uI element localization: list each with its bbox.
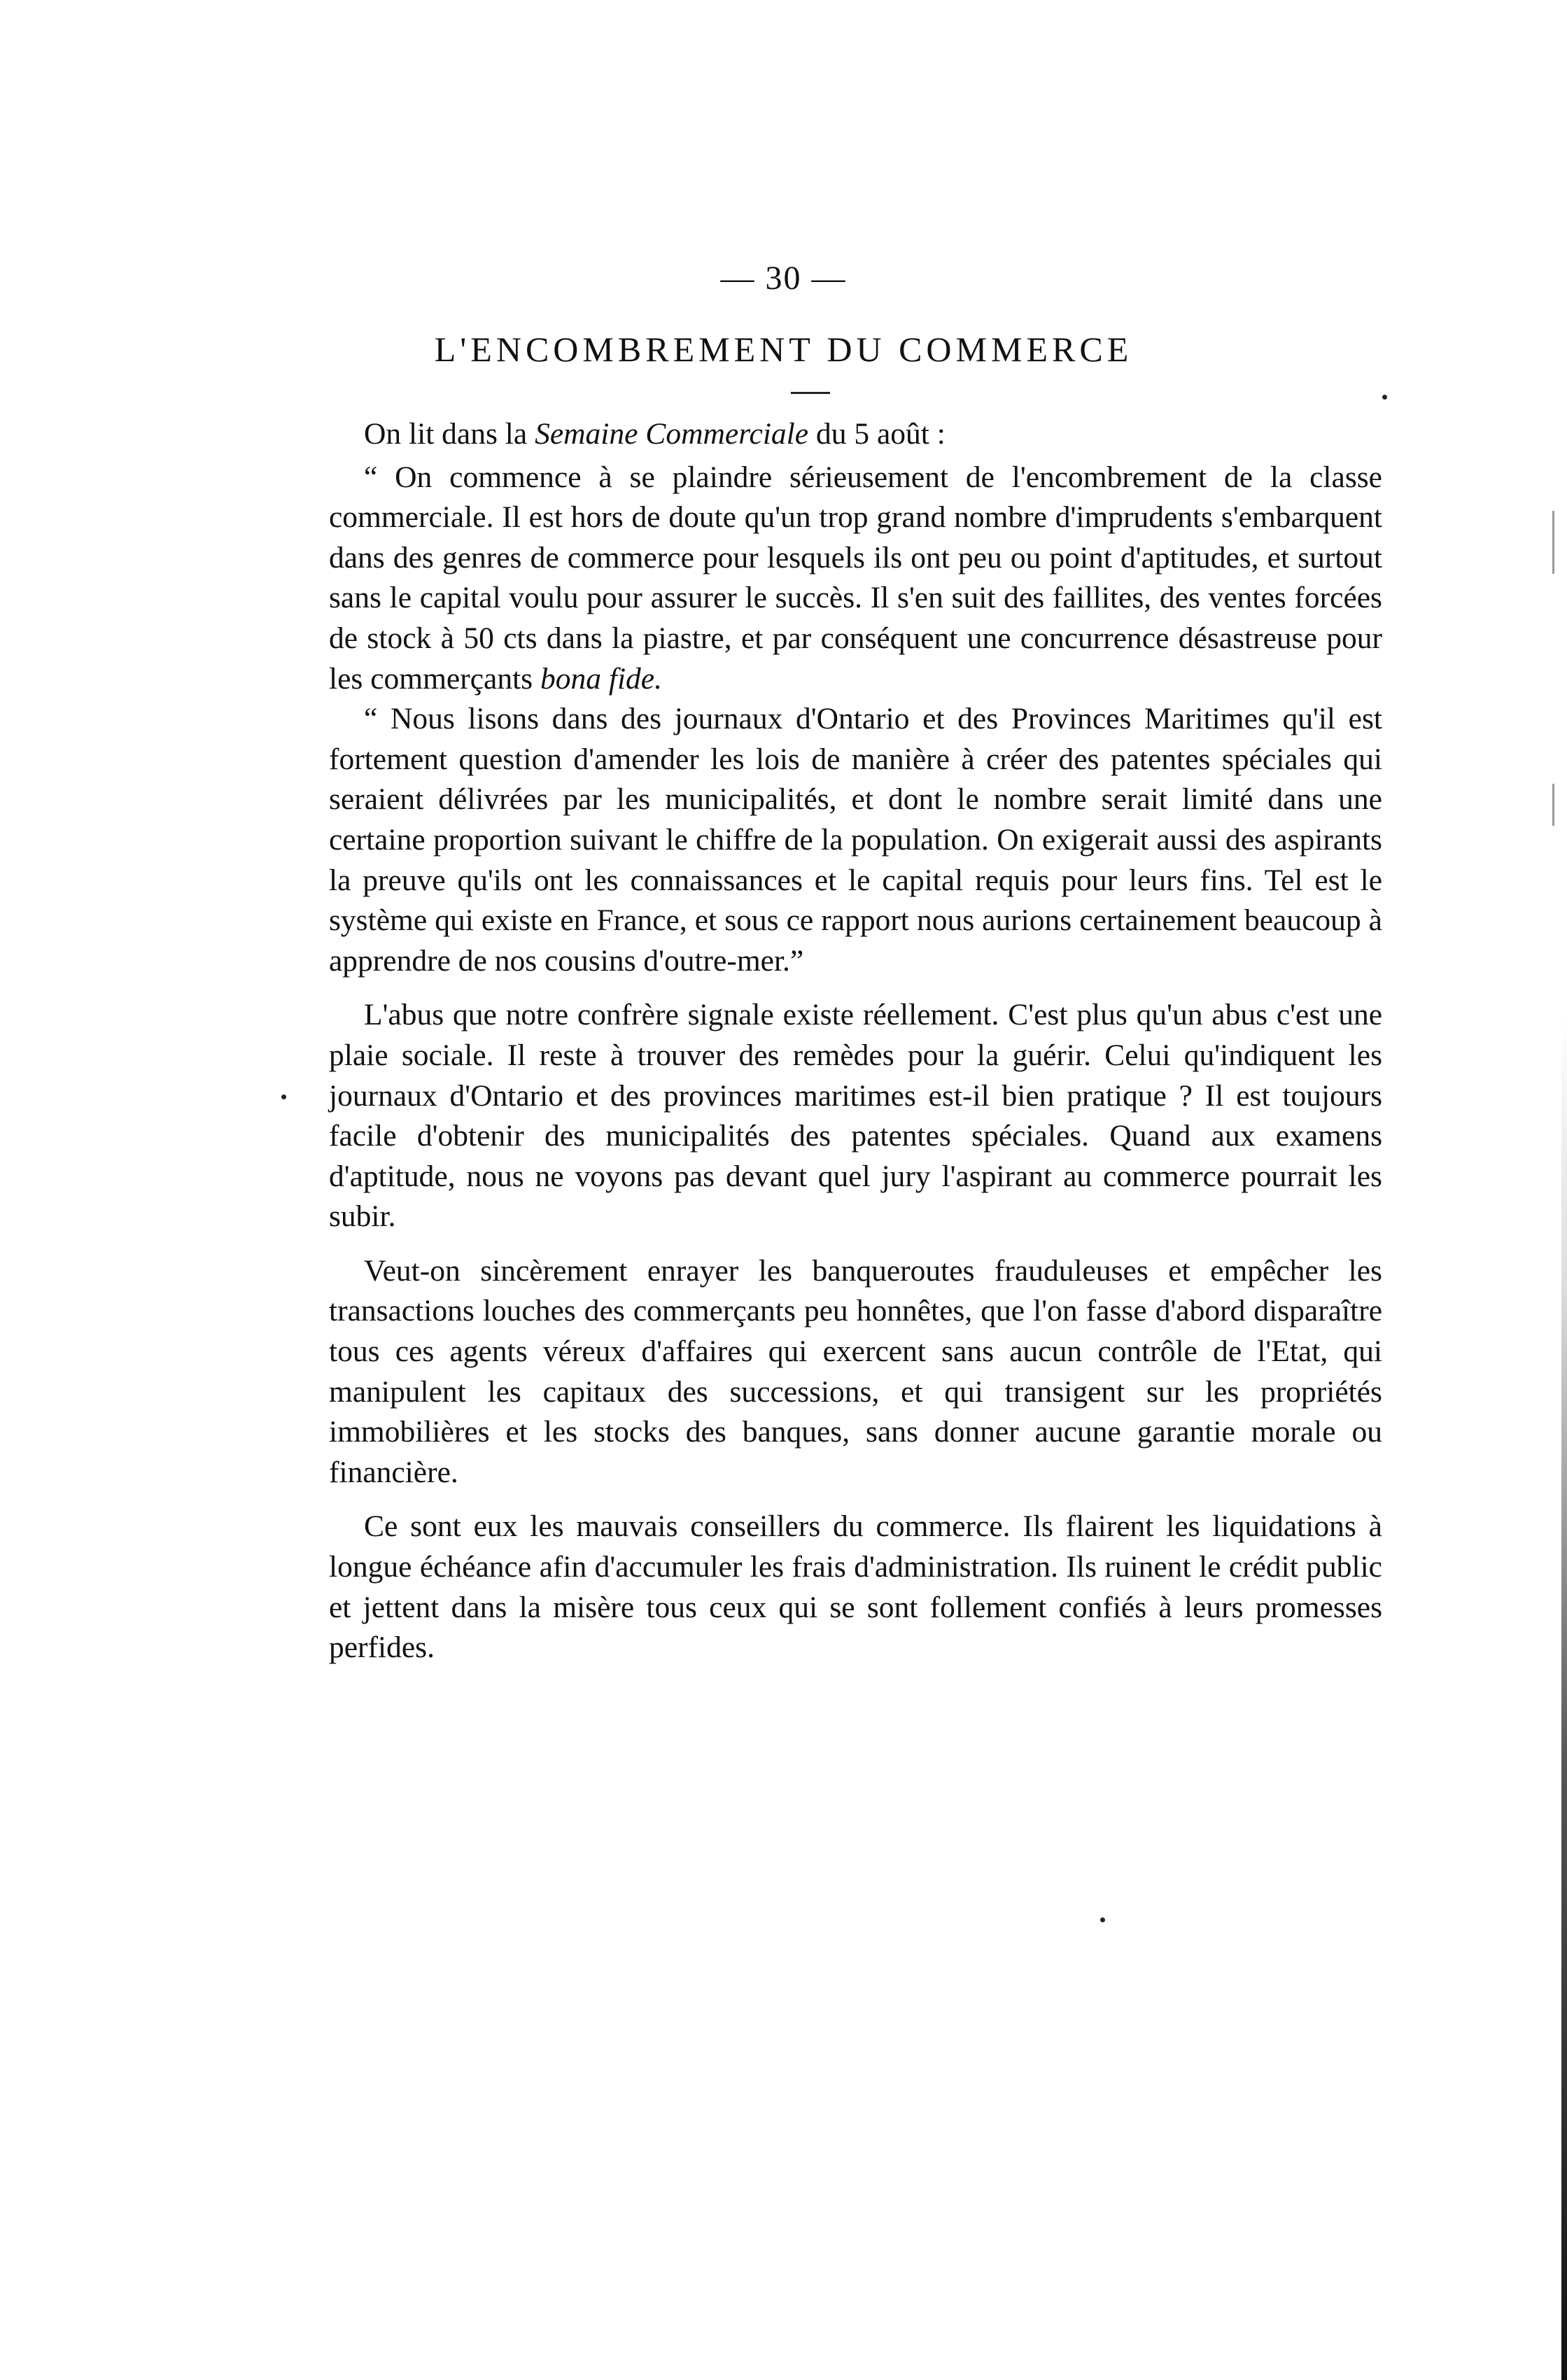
print-speck [1382, 395, 1387, 400]
print-speck [1100, 1917, 1105, 1922]
commentary-paragraph-2: Veut-on sincèrement enrayer les banqueroutes frauduleuses et empêcher les transactions louches des commerçants peu honnêtes, que l'on fasse d'abord disparaître tous ces agents véreux d'affaires qui exercent sans aucun contrôle de l'Etat, qui manipulent les capitaux des successions, et qui transigent sur les propriétés immobilières et les stocks des banques, sans donner aucune garantie morale ou financière. [329, 1253, 1382, 1489]
publication-name: Semaine Commerciale [535, 417, 809, 451]
print-speck [281, 1094, 286, 1099]
quoted-paragraph-1-italic: bona fide. [540, 661, 662, 696]
article-body [329, 414, 1382, 1668]
intro-paragraph [329, 414, 1382, 455]
page-title: L'ENCOMBREMENT DU COMMERCE [434, 330, 1133, 369]
intro-text-start: On lit dans la [364, 417, 535, 451]
scan-edge-shadow [1561, 1015, 1567, 2380]
intro-text-end: du 5 août : [808, 417, 946, 451]
title-divider [791, 392, 830, 394]
commentary-paragraph-3: Ce sont eux les mauvais conseillers du commerce. Ils flairent les liquidations à longue échéance afin d'accumuler les frais d'administration. Ils ruinent le crédit public et jettent dans la misère tous ceux qui se sont follement confiés à leurs promesses perfides. [329, 1509, 1382, 1665]
page-number: — 30 — [720, 260, 847, 297]
commentary-paragraph-1: L'abus que notre confrère signale existe réellement. C'est plus qu'un abus c'est une plaie sociale. Il reste à trouver des remèdes pour la guérir. Celui qu'indiquent les journaux d'Ontario et des provinces maritimes est-il bien pratique ? Il est toujours facile d'obtenir des municipalités des patentes spéciales. Quand aux examens d'aptitude, nous ne voyons pas devant quel jury l'aspirant au commerce pourrait les subir. [329, 998, 1382, 1234]
binding-mark [1552, 784, 1554, 826]
quoted-paragraph-1-text: “ On commence à se plaindre sérieusement de l'encombrement de la classe commerciale. Il est hors de doute qu'un trop grand nombre d'imprudents s'embarquent dans des genres de commerce pour lesquels ils ont peu ou point d'aptitudes, et surtout sans le capital voulu pour assurer le succès. Il s'en suit des faillites, des ventes forcées de stock à 50 cts dans la piastre, et par conséquent une concurrence désastreuse pour les commerçants [329, 460, 1382, 696]
binding-mark [1552, 511, 1554, 574]
quoted-paragraph-1 [329, 458, 1382, 700]
quoted-paragraph-2: “ Nous lisons dans des journaux d'Ontario et des Provinces Maritimes qu'il est fortement question d'amender les lois de manière à créer des patentes spéciales qui seraient délivrées par les municipalités, et dont le nombre serait limité dans une certaine proportion suivant le chiffre de la population. On exigerait aussi des aspirants la preuve qu'ils ont les connaissances et le capital requis pour leurs fins. Tel est le système qui existe en France, et sous ce rapport nous aurions certainement beaucoup à apprendre de nos cousins d'outre-mer.” [329, 702, 1382, 978]
